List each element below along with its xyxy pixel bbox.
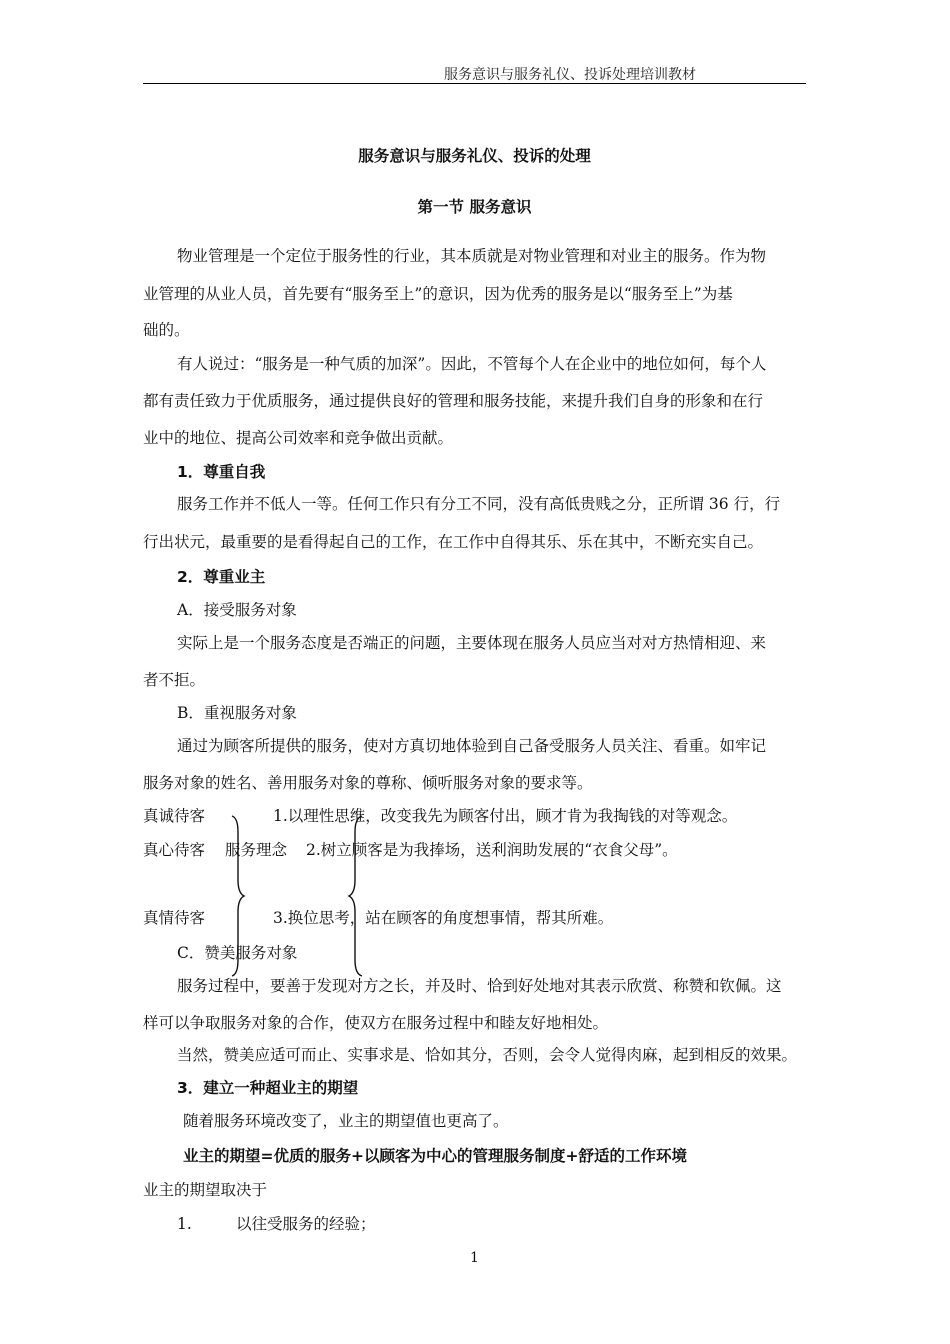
para4: 随着服务环境改变了，业主的期望值也更高了。 <box>183 1112 509 1130</box>
list-item-1-number: 1. <box>177 1215 192 1233</box>
subheading-c: C．赞美服务对象 <box>177 944 298 962</box>
paraC-line1: 服务过程中，要善于发现对方之长，并及时、恰到好处地对其表示欣赏、称赞和钦佩。这 <box>177 977 782 995</box>
heading-respect-self: 1．尊重自我 <box>177 463 266 481</box>
para5: 业主的期望取决于 <box>143 1181 268 1199</box>
para2-line2: 都有责任致力于优质服务，通过提供良好的管理和服务技能，来提升我们自身的形象和在行 <box>143 392 764 410</box>
document-title: 服务意识与服务礼仪、投诉的处理 <box>358 147 591 165</box>
diagram-center: 服务理念 <box>225 841 288 859</box>
page-number: 1 <box>470 1250 479 1266</box>
paraB-line1: 通过为顾客所提供的服务，使对方真切地体验到自己备受服务人员关注、看重。如牢记 <box>177 737 767 755</box>
list-item-1-text: 以往受服务的经验； <box>236 1215 376 1233</box>
para2-line3: 业中的地位、提高公司效率和竞争做出贡献。 <box>143 429 454 447</box>
diagram-item-2: 2.树立顾客是为我捧场，送利润助发展的“衣食父母”。 <box>306 841 678 859</box>
para2-line1: 有人说过：“服务是一种气质的加深”。因此，不管每个人在企业中的地位如何，每个人 <box>177 355 767 373</box>
expectation-formula: 业主的期望=优质的服务+以顾客为中心的管理服务制度+舒适的工作环境 <box>183 1147 687 1165</box>
para3-line2: 行出状元，最重要的是看得起自己的工作，在工作中自得其乐、乐在其中，不断充实自己。 <box>143 533 764 551</box>
subheading-b: B．重视服务对象 <box>177 704 297 722</box>
para3-line1: 服务工作并不低人一等。任何工作只有分工不同，没有高低贵贱之分，正所谓 36 行，行 <box>177 495 781 513</box>
header-rule <box>143 83 806 84</box>
para1-line2: 业管理的从业人员，首先要有“服务至上”的意识，因为优秀的服务是以“服务至上”为基 <box>143 285 733 303</box>
paraC-line2: 样可以争取服务对象的合作，使双方在服务过程中和睦友好地相处。 <box>143 1014 609 1032</box>
paraC-line3: 当然，赞美应适可而止、实事求是、恰如其分，否则，会令人觉得肉麻，起到相反的效果。 <box>177 1046 798 1064</box>
running-header: 服务意识与服务礼仪、投诉处理培训教材 <box>444 67 696 83</box>
diagram-item-3: 3.换位思考，站在顾客的角度想事情，帮其所难。 <box>273 909 614 927</box>
para1-line3: 础的。 <box>143 321 190 339</box>
diagram-left-3: 真情待客 <box>143 909 206 927</box>
heading-respect-owner: 2．尊重业主 <box>177 568 266 586</box>
section-title: 第一节 服务意识 <box>417 198 532 216</box>
paraA-line2: 者不拒。 <box>143 671 206 689</box>
diagram-left-1: 真诚待客 <box>143 807 206 825</box>
paraA-line1: 实际上是一个服务态度是否端正的问题，主要体现在服务人员应当对对方热情相迎、来 <box>177 634 767 652</box>
subheading-a: A．接受服务对象 <box>177 601 297 619</box>
diagram-item-1: 1.以理性思维，改变我先为顾客付出，顾才肯为我掏钱的对等观念。 <box>273 807 738 825</box>
diagram-left-2: 真心待客 <box>143 841 206 859</box>
heading-exceed-expectation: 3．建立一种超业主的期望 <box>177 1079 359 1097</box>
para1-line1: 物业管理是一个定位于服务性的行业，其本质就是对物业管理和对业主的服务。作为物 <box>177 247 767 265</box>
paraB-line2: 服务对象的姓名、善用服务对象的尊称、倾听服务对象的要求等。 <box>143 774 593 792</box>
